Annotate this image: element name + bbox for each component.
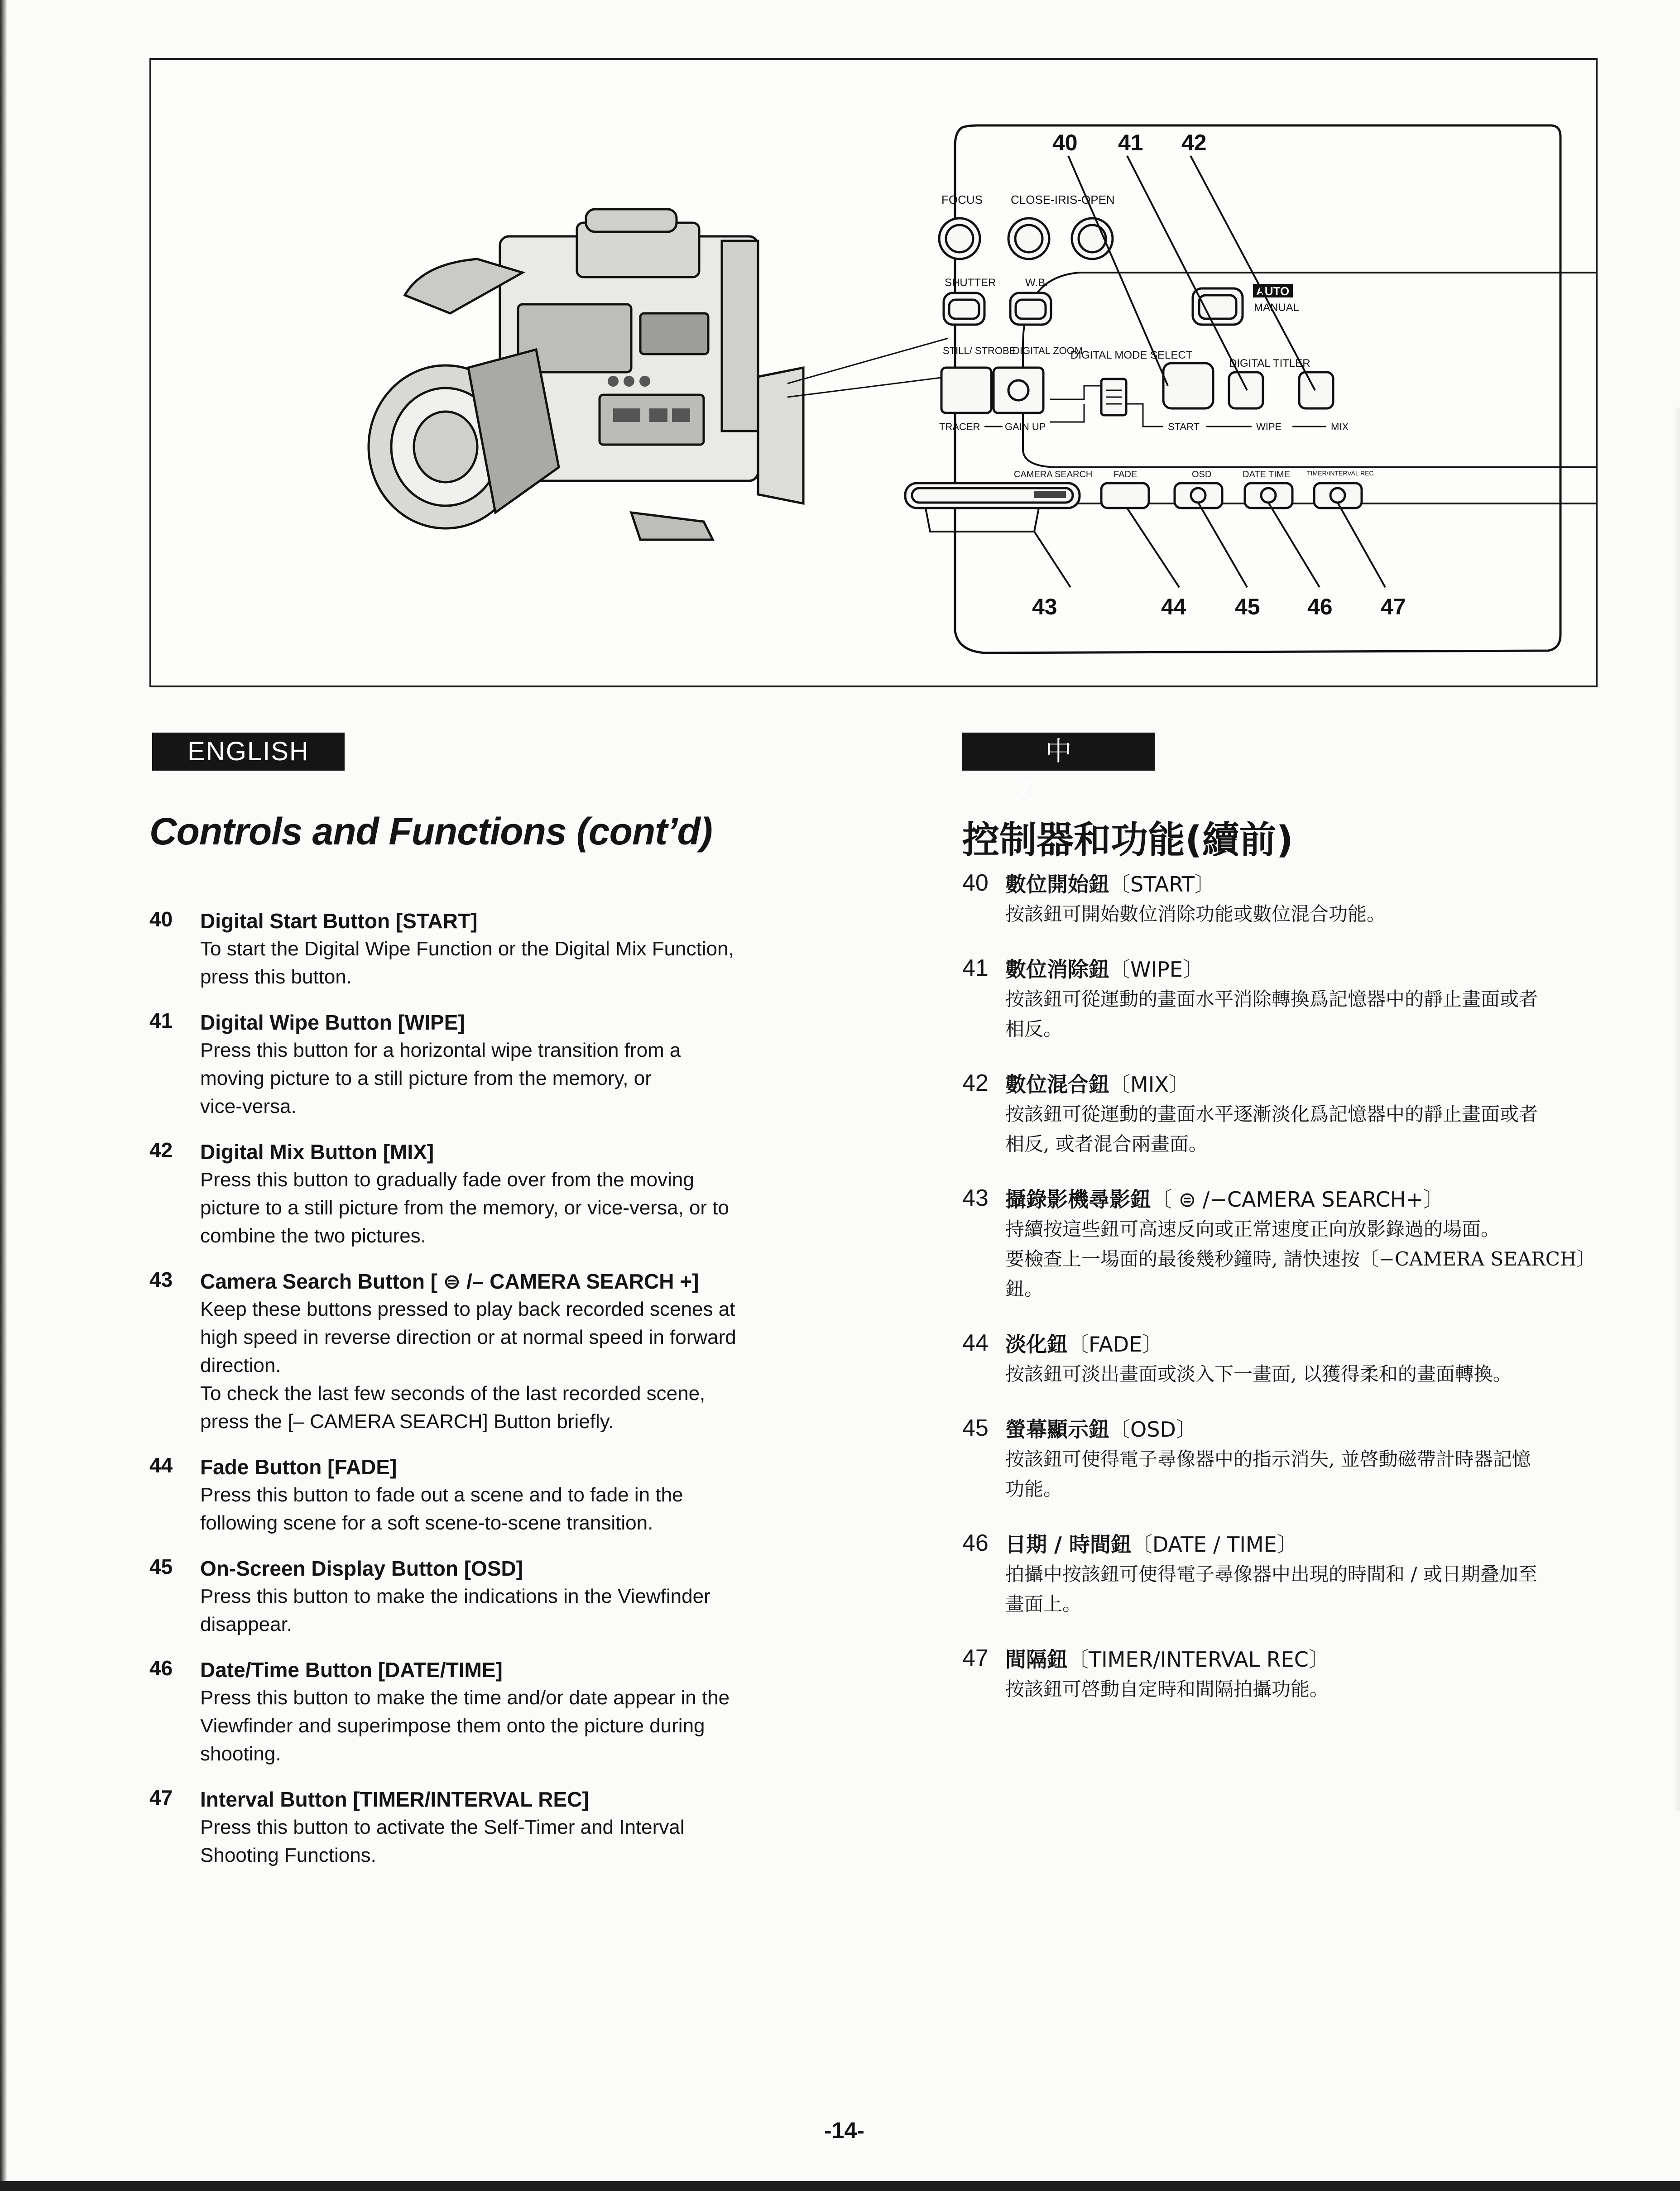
item-title — [1005, 1529, 1619, 1559]
item-code: 〔 ⊜ /−CAMERA SEARCH+〕 — [1151, 1187, 1445, 1212]
description-line: To start the Digital Wipe Function or the Digital Mix Function, — [200, 938, 734, 960]
item-description — [200, 1036, 797, 1121]
description-line: Keep these buttons pressed to play back recorded scenes at — [200, 1298, 735, 1320]
control-item — [962, 1184, 1619, 1304]
date-time-label: DATE TIME — [1243, 470, 1290, 479]
digital-zoom-label: DIGITAL ZOOM — [1013, 345, 1083, 356]
callout-42: 42 — [1181, 130, 1207, 155]
control-item — [149, 1267, 797, 1436]
callout-47: 47 — [1381, 594, 1406, 619]
control-item — [149, 1785, 797, 1870]
control-item — [149, 1656, 797, 1768]
scan-edge — [0, 0, 7, 2191]
auto-label: AUTO — [1256, 284, 1290, 298]
description-line: 相反。 — [1005, 1018, 1063, 1040]
item-description — [200, 935, 797, 991]
item-description — [1005, 899, 1619, 929]
description-line: 按該鈕可淡出畫面或淡入下一畫面, 以獲得柔和的畫面轉換。 — [1005, 1363, 1512, 1385]
english-column — [149, 907, 797, 1887]
item-number: 45 — [962, 1415, 989, 1441]
item-title — [1005, 954, 1619, 984]
description-line: To check the last few seconds of the last recorded scene, — [200, 1382, 706, 1405]
item-title-text: 淡化鈕 — [1005, 1332, 1068, 1357]
item-title: Interval Button [TIMER/INTERVAL REC] — [200, 1788, 589, 1811]
description-line: Press this button to make the time and/or date appear in the — [200, 1687, 730, 1709]
description-line: 按該鈕可從運動的畫面水平消除轉換爲記憶器中的靜止畫面或者 — [1005, 988, 1538, 1010]
camera-search-label: CAMERA SEARCH — [1014, 470, 1093, 479]
item-title: Date/Time Button [DATE/TIME] — [200, 1658, 503, 1682]
item-code: 〔START〕 — [1109, 872, 1215, 897]
item-code: 〔WIPE〕 — [1109, 957, 1204, 982]
description-line: Press this button to fade out a scene and to fade in the — [200, 1484, 683, 1506]
control-item — [149, 1008, 797, 1121]
search-slider — [1034, 491, 1066, 498]
fade-label: FADE — [1114, 470, 1138, 479]
description-line: following scene for a soft scene-to-scene transition. — [200, 1512, 653, 1534]
item-number: 41 — [149, 1009, 173, 1032]
description-line: 相反, 或者混合兩畫面。 — [1005, 1133, 1208, 1155]
item-title — [1005, 1414, 1619, 1444]
item-title: Camera Search Button [ ⊜ /– CAMERA SEARCH +] — [200, 1270, 699, 1293]
item-title-text: 螢幕顯示鈕 — [1005, 1417, 1109, 1442]
description-line: picture to a still picture from the memory, or vice-versa, or to — [200, 1197, 729, 1219]
scan-edge — [0, 2181, 1680, 2191]
description-line: Press this button to activate the Self-Timer and Interval — [200, 1816, 685, 1838]
english-badge: ENGLISH — [152, 733, 345, 771]
item-description — [1005, 1214, 1619, 1304]
item-code: 〔MIX〕 — [1109, 1072, 1190, 1097]
description-line: press the [– CAMERA SEARCH] Button briefly. — [200, 1410, 614, 1433]
iris-label: CLOSE-IRIS-OPEN — [1011, 193, 1115, 206]
callout-45: 45 — [1235, 594, 1260, 619]
control-item — [962, 1414, 1619, 1504]
item-description — [200, 1295, 797, 1436]
description-line: 要檢查上一場面的最後幾秒鐘時, 請快速按〔−CAMERA SEARCH〕 — [1005, 1248, 1596, 1270]
description-line: combine the two pictures. — [200, 1225, 426, 1247]
control-item — [962, 1069, 1619, 1159]
item-title-text: 數位開始鈕 — [1005, 872, 1109, 897]
description-line: Press this button for a horizontal wipe transition from a — [200, 1039, 681, 1061]
description-line: disappear. — [200, 1613, 293, 1635]
description-line: Press this button to gradually fade over from the moving — [200, 1169, 694, 1191]
focus-label: FOCUS — [941, 193, 983, 206]
item-title: Digital Mix Button [MIX] — [200, 1140, 434, 1164]
item-number: 47 — [149, 1786, 173, 1809]
item-code: 〔FADE〕 — [1068, 1332, 1163, 1357]
camcorder-illustration — [369, 209, 803, 540]
wipe-label: WIPE — [1256, 421, 1282, 432]
item-number: 42 — [149, 1138, 173, 1162]
item-number: 43 — [149, 1268, 173, 1291]
digital-mode-select-label: DIGITAL MODE SELECT — [1070, 349, 1193, 361]
controls-diagram — [151, 60, 1596, 686]
item-title-text: 數位混合鈕 — [1005, 1072, 1109, 1097]
item-number: 41 — [962, 955, 989, 981]
gain-up-label: GAIN UP — [1005, 421, 1046, 432]
item-description — [1005, 1559, 1619, 1619]
item-number: 45 — [149, 1555, 173, 1578]
description-line: 按該鈕可從運動的畫面水平逐漸淡化爲記憶器中的靜止畫面或者 — [1005, 1103, 1538, 1125]
shutter-label: SHUTTER — [945, 277, 996, 289]
item-number: 44 — [149, 1453, 173, 1477]
item-number: 40 — [962, 870, 989, 896]
callout-40: 40 — [1052, 130, 1078, 155]
item-description — [1005, 1674, 1619, 1704]
item-title: On-Screen Display Button [OSD] — [200, 1557, 523, 1580]
item-number: 46 — [962, 1530, 989, 1556]
item-title: Digital Start Button [START] — [200, 909, 478, 933]
osd-label: OSD — [1192, 470, 1212, 479]
control-item — [149, 1453, 797, 1537]
item-title: Digital Wipe Button [WIPE] — [200, 1011, 465, 1034]
description-line: moving picture to a still picture from the memory, or — [200, 1067, 652, 1089]
callout-46: 46 — [1307, 594, 1333, 619]
description-line: 按該鈕可開始數位消除功能或數位混合功能。 — [1005, 903, 1386, 925]
item-number: 46 — [149, 1656, 173, 1680]
control-item — [962, 1529, 1619, 1619]
manual-label: MANUAL — [1254, 302, 1300, 314]
scan-edge — [1674, 408, 1680, 1811]
item-number: 43 — [962, 1185, 989, 1211]
item-description — [1005, 1099, 1619, 1159]
description-line: 鈕。 — [1005, 1278, 1044, 1300]
mix-label: MIX — [1331, 421, 1349, 432]
item-title — [1005, 1069, 1619, 1099]
digital-titler-label: DIGITAL TITLER — [1229, 357, 1310, 369]
item-number: 44 — [962, 1330, 989, 1356]
item-number: 42 — [962, 1070, 989, 1096]
description-line: 拍攝中按該鈕可使得電子尋像器中出現的時間和 / 或日期叠加至 — [1005, 1563, 1537, 1585]
item-description — [200, 1684, 797, 1768]
description-line: Shooting Functions. — [200, 1844, 376, 1866]
description-line: shooting. — [200, 1743, 281, 1765]
item-title-text: 數位消除鈕 — [1005, 957, 1109, 982]
item-title — [1005, 869, 1619, 899]
item-description — [200, 1813, 797, 1870]
tracer-label: TRACER — [939, 421, 980, 432]
item-title: Fade Button [FADE] — [200, 1455, 397, 1479]
callout-43: 43 — [1032, 594, 1057, 619]
item-code: 〔OSD〕 — [1109, 1417, 1197, 1442]
callout-44: 44 — [1161, 594, 1186, 619]
description-line: 畫面上。 — [1005, 1593, 1082, 1615]
description-line: high speed in reverse direction or at normal speed in forward — [200, 1326, 736, 1348]
item-description — [200, 1166, 797, 1250]
description-line: Press this button to make the indications in the Viewfinder — [200, 1585, 710, 1607]
item-description — [200, 1582, 797, 1639]
timer-interval-label: TIMER/INTERVAL REC — [1307, 470, 1374, 477]
callout-41: 41 — [1118, 130, 1143, 155]
item-description — [1005, 1359, 1619, 1389]
english-heading: Controls and Functions (cont’d) — [149, 810, 712, 853]
control-item — [962, 1329, 1619, 1389]
chinese-badge: 中文 — [962, 733, 1155, 771]
chinese-heading: 控制器和功能(續前) — [962, 819, 1293, 862]
control-item — [962, 869, 1619, 929]
still-strobe-label: STILL/ STROBE — [943, 345, 1016, 356]
description-line: 按該鈕可使得電子尋像器中的指示消失, 並啓動磁帶計時器記憶 — [1005, 1448, 1531, 1470]
control-item — [149, 1554, 797, 1639]
item-code: 〔DATE / TIME〕 — [1131, 1532, 1298, 1557]
control-item — [149, 907, 797, 991]
item-number: 40 — [149, 907, 173, 931]
control-item — [962, 954, 1619, 1044]
description-line: Viewfinder and superimpose them onto the picture during — [200, 1715, 705, 1737]
item-title — [1005, 1644, 1619, 1674]
wb-label: W.B. — [1025, 277, 1048, 289]
item-number: 47 — [962, 1645, 989, 1671]
description-line: 持續按這些鈕可高速反向或正常速度正向放影錄過的場面。 — [1005, 1218, 1500, 1240]
item-description — [1005, 1444, 1619, 1504]
control-item — [149, 1138, 797, 1250]
item-code: 〔TIMER/INTERVAL REC〕 — [1068, 1647, 1330, 1672]
item-title — [1005, 1184, 1619, 1214]
item-title-text: 間隔鈕 — [1005, 1647, 1068, 1672]
item-title-text: 攝錄影機尋影鈕 — [1005, 1187, 1151, 1212]
item-description — [200, 1481, 797, 1537]
focus-knob — [939, 218, 1113, 259]
item-description — [1005, 984, 1619, 1044]
start-label: START — [1168, 421, 1200, 432]
description-line: 按該鈕可啓動自定時和間隔拍攝功能。 — [1005, 1678, 1329, 1700]
description-line: press this button. — [200, 966, 352, 988]
item-title-text: 日期 / 時間鈕 — [1005, 1532, 1132, 1557]
figure-frame — [149, 58, 1598, 687]
description-line: direction. — [200, 1354, 281, 1376]
control-item — [962, 1644, 1619, 1704]
description-line: 功能。 — [1005, 1478, 1063, 1500]
page-number: -14- — [824, 2118, 864, 2143]
chinese-column — [962, 869, 1619, 1730]
description-line: vice-versa. — [200, 1095, 297, 1117]
item-title — [1005, 1329, 1619, 1359]
